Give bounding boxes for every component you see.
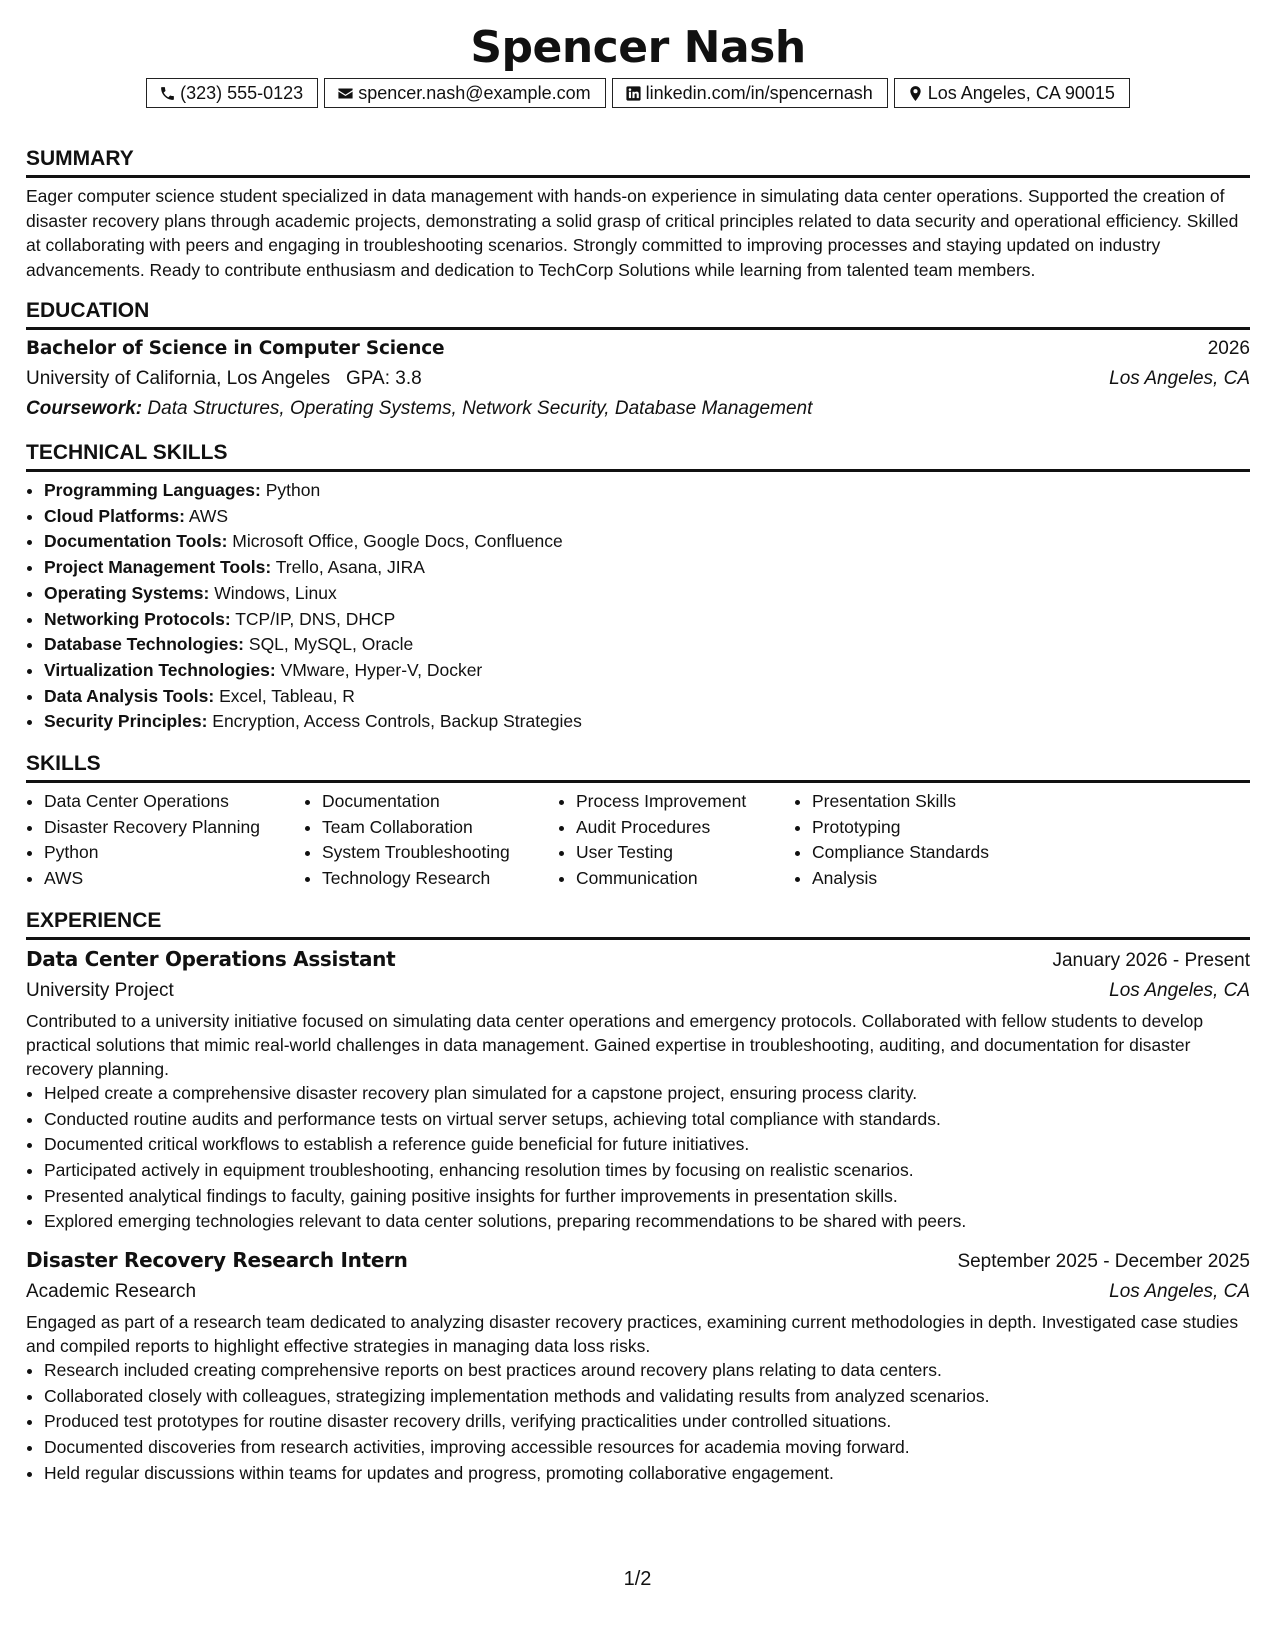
job-description: Engaged as part of a research team dedicated to analyzing disaster recovery practices, examining current methodologies in depth. Investigated case studies and compiled reports to highlight effective strategies in managing data loss risks. [26, 1312, 1239, 1357]
list-item: • Produced test prototypes for routine disaster recovery drills, verifying practicalities under controlled situations. [44, 1409, 1250, 1435]
skills-columns [26, 789, 1250, 892]
skill-values: Encryption, Access Controls, Backup Strategies [212, 711, 582, 732]
skills-column [304, 789, 558, 892]
school-location: Los Angeles, CA [1109, 368, 1250, 389]
section-heading: EDUCATION [26, 298, 1250, 330]
skill-values: Trello, Asana, JIRA [275, 557, 425, 578]
summary-text: Eager computer science student specialized in data management with hands-on experience in simulating data center operations. Supported the creation of disaster recovery plans through academic projects, demonstrating a solid grasp of critical principles related to data security and operational efficiency. Skilled at collaborating with peers and engaging in troubleshooting scenarios. Strongly committed to improving processes and staying updated on industry advancements. Ready to contribute enthusiasm and dedication to TechCorp Solutions while learning from talented team members. [26, 186, 1239, 280]
education-row [26, 364, 1250, 394]
list-item: • Communication [576, 866, 794, 892]
contact-location [894, 78, 1130, 108]
job-subheader [26, 1277, 1250, 1307]
list-item [44, 478, 1250, 504]
list-item: • User Testing [576, 840, 794, 866]
skill-values: SQL, MySQL, Oracle [248, 634, 414, 655]
section-heading: TECHNICAL SKILLS [26, 440, 1250, 472]
skill-category: Virtualization Technologies: [44, 659, 276, 680]
list-item: • Prototyping [812, 815, 1042, 841]
job-header [26, 944, 1250, 976]
skill-values: Microsoft Office, Google Docs, Confluence [232, 531, 563, 552]
list-item: • Analysis [812, 866, 1042, 892]
list-item: • Compliance Standards [812, 840, 1042, 866]
contact-location-text: Los Angeles, CA 90015 [927, 83, 1115, 103]
list-item [44, 529, 1250, 555]
list-item: • AWS [44, 866, 304, 892]
contact-linkedin-text: linkedin.com/in/spencernash [645, 83, 873, 103]
candidate-name: Spencer Nash [470, 22, 806, 73]
job-dates: September 2025 - December 2025 [957, 1251, 1250, 1273]
contact-phone [146, 78, 318, 108]
list-item [44, 632, 1250, 658]
job-org: Academic Research [26, 1281, 197, 1303]
linkedin-icon [625, 85, 642, 102]
contact-phone-text: (323) 555-0123 [180, 83, 304, 103]
education-section [26, 298, 1250, 424]
contact-bar [26, 78, 1250, 108]
degree-title: Bachelor of Science in Computer Science [26, 338, 445, 359]
envelope-icon [337, 85, 354, 102]
skill-category: Cloud Platforms: [44, 505, 185, 526]
job-location: Los Angeles, CA [1109, 979, 1250, 1001]
job-location: Los Angeles, CA [1109, 1281, 1250, 1303]
skill-category: Documentation Tools: [44, 531, 228, 552]
list-item: • Team Collaboration [322, 815, 558, 841]
list-item: • Presentation Skills [812, 789, 1042, 815]
skill-values: Python [265, 480, 321, 500]
list-item: • Documentation [322, 789, 558, 815]
coursework-list: Data Structures, Operating Systems, Network Security, Database Management [147, 398, 813, 419]
skills-column [558, 789, 794, 892]
list-item: • Participated actively in equipment troubleshooting, enhancing resolution times by focusing on realistic scenarios. [44, 1158, 1250, 1184]
skill-category: Security Principles: [44, 711, 208, 732]
job-header [26, 1245, 1250, 1277]
technical-skills-section [26, 440, 1250, 735]
skill-category: Programming Languages: [44, 480, 261, 500]
skill-category: Networking Protocols: [44, 608, 231, 629]
job-org: University Project [26, 979, 174, 1001]
list-item: • Collaborated closely with colleagues, strategizing implementation methods and validating results from analyzed scenarios. [44, 1384, 1250, 1410]
skills-section [26, 751, 1250, 892]
education-row [26, 334, 1250, 364]
experience-section [26, 908, 1250, 1487]
coursework-label: Coursework: [26, 398, 143, 419]
phone-icon [159, 85, 176, 102]
page-number: 1/2 [623, 1568, 652, 1590]
list-item: • Documented critical workflows to establish a reference guide beneficial for future initiatives. [44, 1132, 1250, 1158]
list-item: • System Troubleshooting [322, 840, 558, 866]
list-item: • Python [44, 840, 304, 866]
list-item: • Data Center Operations [44, 789, 304, 815]
resume-page [26, 22, 1250, 1487]
summary-section [26, 146, 1250, 282]
technical-skills-list [26, 478, 1250, 735]
skill-category: Database Technologies: [44, 634, 245, 655]
skill-values: VMware, Hyper-V, Docker [280, 659, 483, 680]
job-bullets [26, 1358, 1250, 1487]
section-heading: SKILLS [26, 751, 1250, 783]
list-item [44, 581, 1250, 607]
school-line [26, 364, 422, 394]
skill-values: TCP/IP, DNS, DHCP [235, 608, 396, 629]
job-dates: January 2026 - Present [1052, 949, 1250, 971]
job-bullets [26, 1081, 1250, 1235]
contact-email[interactable] [324, 78, 605, 108]
list-item: • Helped create a comprehensive disaster recovery plan simulated for a capstone project, ensuring process clarity. [44, 1081, 1250, 1107]
list-item [44, 504, 1250, 530]
skill-values: AWS [188, 505, 229, 526]
section-heading: SUMMARY [26, 146, 1250, 178]
section-heading: EXPERIENCE [26, 908, 1250, 940]
list-item: • Research included creating comprehensive reports on best practices around recovery plans relating to data centers. [44, 1358, 1250, 1384]
list-item: • Presented analytical findings to faculty, gaining positive insights for further improvements in presentation skills. [44, 1184, 1250, 1210]
list-item [44, 555, 1250, 581]
list-item: • Process Improvement [576, 789, 794, 815]
list-item: • Explored emerging technologies relevant to data center solutions, preparing recommendations to be shared with peers. [44, 1209, 1250, 1235]
list-item: • Audit Procedures [576, 815, 794, 841]
contact-email-text: spencer.nash@example.com [358, 83, 591, 103]
skills-column [794, 789, 1042, 892]
job-description: Contributed to a university initiative focused on simulating data center operations and emergency protocols. Collaborated with fellow students to develop practical solutions that mimic real-world challenges in data management. Gained expertise in troubleshooting, auditing, and documentation for disaster recovery planning. [26, 1010, 1204, 1079]
list-item: • Conducted routine audits and performance tests on virtual server setups, achieving total compliance with standards. [44, 1107, 1250, 1133]
list-item: • Technology Research [322, 866, 558, 892]
skill-category: Operating Systems: [44, 582, 210, 603]
job-entry [26, 944, 1250, 1235]
graduation-year: 2026 [1207, 338, 1250, 359]
skills-column [26, 789, 304, 892]
coursework-line [26, 394, 1250, 424]
school-name: University of California, Los Angeles [26, 368, 331, 389]
job-subheader [26, 976, 1250, 1006]
list-item [44, 709, 1250, 735]
map-pin-icon [907, 85, 924, 102]
skill-values: Windows, Linux [214, 582, 337, 603]
list-item: • Disaster Recovery Planning [44, 815, 304, 841]
job-entry [26, 1245, 1250, 1487]
job-title: Data Center Operations Assistant [26, 946, 396, 971]
contact-linkedin[interactable] [612, 78, 888, 108]
list-item [44, 607, 1250, 633]
skill-values: Excel, Tableau, R [219, 685, 355, 706]
gpa: GPA: 3.8 [346, 368, 422, 389]
job-title: Disaster Recovery Research Intern [26, 1248, 408, 1273]
list-item: • Documented discoveries from research activities, improving accessible resources for academia moving forward. [44, 1435, 1250, 1461]
list-item [44, 658, 1250, 684]
list-item [44, 684, 1250, 710]
skill-category: Data Analysis Tools: [44, 685, 215, 706]
list-item: • Held regular discussions within teams for updates and progress, promoting collaborative engagement. [44, 1461, 1250, 1487]
skill-category: Project Management Tools: [44, 557, 272, 578]
